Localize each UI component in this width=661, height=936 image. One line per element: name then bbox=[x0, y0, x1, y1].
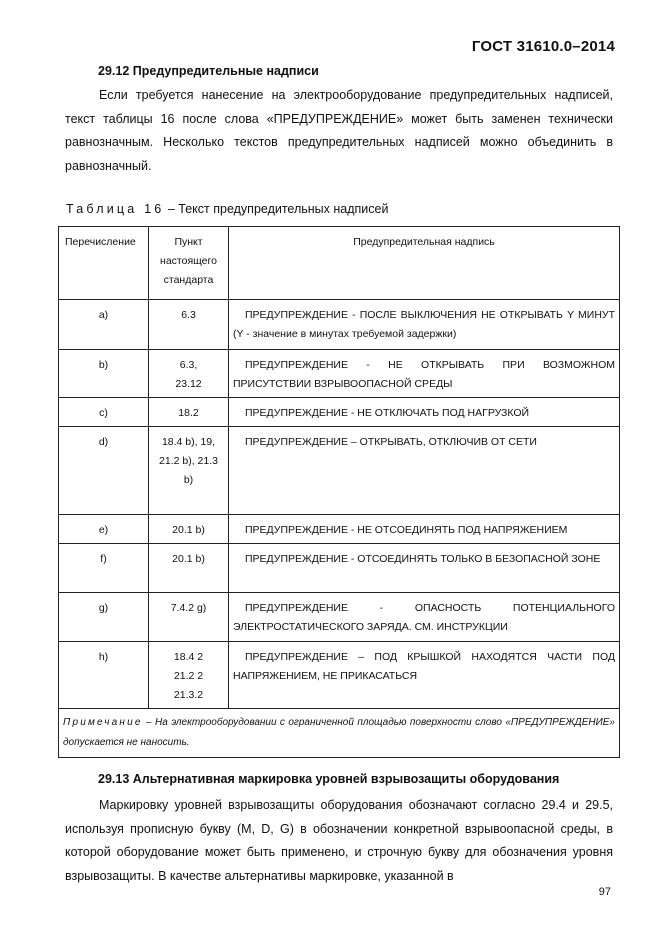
header-enumeration: Перечисление bbox=[59, 227, 149, 300]
table-row bbox=[59, 427, 620, 515]
section-paragraph-29-13: Маркировку уровней взрывозащиты оборудования обозначают согласно 29.4 и 29.5, используя прописную букву (M, D, G) в обозначении конкретной взрывоопасной среды, в которой оборудование может быть применено, и строчную букву для обозначения уровня взрывозащиты. В качестве альтернативы маркировке, указанной в bbox=[65, 798, 613, 883]
table-note bbox=[59, 709, 620, 758]
row-clause-text: 18.4 2 21.2 2 21.3.2 bbox=[173, 651, 204, 701]
table-row bbox=[59, 593, 620, 642]
row-clause bbox=[149, 350, 229, 398]
table-row bbox=[59, 350, 620, 398]
row-clause-text: 18.4 b), 19, 21.2 b), 21.3 b) bbox=[159, 436, 218, 486]
row-enum: f) bbox=[59, 544, 149, 593]
page-number: 97 bbox=[598, 886, 611, 898]
row-enum: a) bbox=[59, 300, 149, 350]
row-clause: 20.1 b) bbox=[149, 544, 229, 593]
row-clause bbox=[149, 642, 229, 709]
row-warning: ПРЕДУПРЕЖДЕНИЕ - НЕ ОТКРЫВАТЬ ПРИ ВОЗМОЖНОМ ПРИСУТСТВИИ ВЗРЫВООПАСНОЙ СРЕДЫ bbox=[229, 350, 620, 398]
section-title-29-13: 29.13 Альтернативная маркировка уровней взрывозащиты оборудования bbox=[98, 772, 560, 786]
table-caption-number: Таблица 16 bbox=[66, 202, 165, 216]
row-enum: h) bbox=[59, 642, 149, 709]
document-header: ГОСТ 31610.0–2014 bbox=[471, 38, 615, 55]
row-warning: ПРЕДУПРЕЖДЕНИЕ – ПОД КРЫШКОЙ НАХОДЯТСЯ ЧАСТИ ПОД НАПРЯЖЕНИЕМ, НЕ ПРИКАСАТЬСЯ bbox=[229, 642, 620, 709]
row-warning: ПРЕДУПРЕЖДЕНИЕ - НЕ ОТСОЕДИНЯТЬ ПОД НАПРЯЖЕНИЕМ bbox=[229, 515, 620, 544]
row-clause bbox=[149, 427, 229, 515]
row-enum: b) bbox=[59, 350, 149, 398]
row-clause: 7.4.2 g) bbox=[149, 593, 229, 642]
note-label: Примечание bbox=[63, 717, 143, 728]
row-enum: d) bbox=[59, 427, 149, 515]
row-warning: ПРЕДУПРЕЖДЕНИЕ - ОТСОЕДИНЯТЬ ТОЛЬКО В БЕЗОПАСНОЙ ЗОНЕ bbox=[229, 544, 620, 593]
row-clause: 20.1 b) bbox=[149, 515, 229, 544]
header-warning-text: Предупредительная надпись bbox=[229, 227, 620, 300]
row-warning: ПРЕДУПРЕЖДЕНИЕ - НЕ ОТКЛЮЧАТЬ ПОД НАГРУЗКОЙ bbox=[229, 398, 620, 427]
row-clause: 18.2 bbox=[149, 398, 229, 427]
table-caption bbox=[66, 202, 388, 216]
table-note-row bbox=[59, 709, 620, 758]
section-title-29-12: 29.12 Предупредительные надписи bbox=[98, 64, 319, 78]
row-enum: g) bbox=[59, 593, 149, 642]
table-caption-text: – Текст предупредительных надписей bbox=[164, 202, 389, 216]
row-warning: ПРЕДУПРЕЖДЕНИЕ - ПОСЛЕ ВЫКЛЮЧЕНИЯ НЕ ОТКРЫВАТЬ Y МИНУТ (Y - значение в минутах требуемой задержки) bbox=[229, 300, 620, 350]
warnings-table bbox=[58, 226, 620, 758]
row-enum: e) bbox=[59, 515, 149, 544]
row-clause-text: 6.3, 23.12 bbox=[175, 359, 202, 390]
row-enum: c) bbox=[59, 398, 149, 427]
table-row bbox=[59, 515, 620, 544]
row-warning: ПРЕДУПРЕЖДЕНИЕ - ОПАСНОСТЬ ПОТЕНЦИАЛЬНОГО ЭЛЕКТРОСТАТИЧЕСКОГО ЗАРЯДА. СМ. ИНСТРУКЦИИ bbox=[229, 593, 620, 642]
table-row bbox=[59, 398, 620, 427]
row-warning: ПРЕДУПРЕЖДЕНИЕ – ОТКРЫВАТЬ, ОТКЛЮЧИВ ОТ СЕТИ bbox=[229, 427, 620, 515]
note-text: – На электрооборудовании с ограниченной площадью поверхности слово «ПРЕДУПРЕЖДЕНИЕ» допускается не наносить. bbox=[63, 717, 615, 748]
section-paragraph-29-12: Если требуется нанесение на электрооборудование предупредительных надписей, текст таблицы 16 после слова «ПРЕДУПРЕЖДЕНИЕ» может быть заменен технически равнозначным. Несколько текстов предупредительных надписей можно объединить в равнозначный. bbox=[65, 88, 613, 173]
header-clause bbox=[149, 227, 229, 300]
row-clause: 6.3 bbox=[149, 300, 229, 350]
table-row bbox=[59, 642, 620, 709]
table-row bbox=[59, 300, 620, 350]
table-header-row bbox=[59, 227, 620, 300]
table-row bbox=[59, 544, 620, 593]
header-clause-text: Пункт настоящего стандарта bbox=[160, 236, 217, 286]
